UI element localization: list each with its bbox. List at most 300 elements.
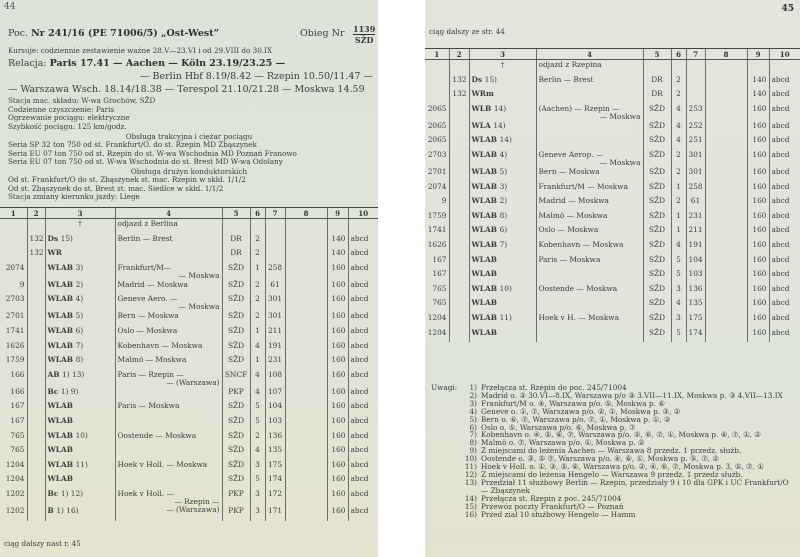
car-type-code: Ds xyxy=(471,74,483,84)
railway-owner: SŽD xyxy=(643,104,671,121)
car-number: 1204 xyxy=(427,312,447,322)
footnote-ref: 3) xyxy=(499,181,508,191)
col-7-value: 301 xyxy=(265,294,285,311)
table-row xyxy=(425,196,800,211)
train-number xyxy=(449,240,469,255)
car-number xyxy=(425,75,449,90)
col-7-value: 211 xyxy=(265,326,285,341)
car-number: 1204 xyxy=(5,474,25,484)
car-number: 2074 xyxy=(427,181,447,191)
abcd-code: abcd xyxy=(769,298,800,313)
railway-owner: PKP xyxy=(222,506,250,521)
abcd-code: abcd xyxy=(348,506,378,521)
car-type-code: WLAB xyxy=(471,135,497,145)
speed-value: 160 xyxy=(327,326,348,341)
col-7-value: 231 xyxy=(686,211,705,226)
relation-text: Frankfurt/M— xyxy=(117,262,172,272)
train-number xyxy=(27,460,45,475)
car-relation xyxy=(115,294,222,311)
car-number: 2074 xyxy=(5,262,25,272)
footnote-ref: 8) xyxy=(499,210,508,220)
col-6-value: 5 xyxy=(250,474,265,489)
speed-value: 160 xyxy=(327,431,348,446)
abcd-code: abcd xyxy=(348,445,378,460)
remark-text: Madrid o. ③ 30.VI—8.IX, Warszawa p/o ③ 3.VII—11.IX, Moskwa p. ③ 4.VII—13.IX xyxy=(481,390,783,400)
col-7-value: 191 xyxy=(686,240,705,255)
col-8-value xyxy=(705,89,747,104)
departure-note: odjazd z Rzepina xyxy=(536,60,643,75)
abcd-code: abcd xyxy=(769,135,800,150)
col-6-value: 3 xyxy=(250,489,265,506)
speed-value: 160 xyxy=(747,269,769,284)
col-6-value: 5 xyxy=(250,401,265,416)
footnote-ref: 15) xyxy=(484,74,497,84)
col-8-value xyxy=(285,445,327,460)
car-type xyxy=(469,167,536,182)
table-row xyxy=(425,284,800,299)
table-intro-row xyxy=(0,219,378,234)
table-row xyxy=(425,211,800,226)
col-6-value: 4 xyxy=(671,121,686,136)
col-8-value xyxy=(285,460,327,475)
col-6-value: 2 xyxy=(250,248,265,263)
col-7-value: 103 xyxy=(686,269,705,284)
car-relation xyxy=(115,355,222,370)
col-8-value xyxy=(285,506,327,521)
footnote-ref: 11) xyxy=(75,459,88,469)
dagger-icon: † xyxy=(45,219,115,234)
car-type-code: B xyxy=(47,505,54,515)
remark-text: Przewóz poczty Frankfurt/O — Poznań xyxy=(481,501,624,511)
footnote-ref: 14) xyxy=(493,120,506,130)
car-type xyxy=(45,341,115,356)
car-type-code: WLAB xyxy=(471,166,497,176)
footnote-ref: 1) 9) xyxy=(60,386,79,396)
remark-text: Malmö o. ⑦, Warszawa p/o. ①, Moskwa p. ② xyxy=(481,438,645,448)
car-type-code: WLAB xyxy=(471,283,497,293)
car-type xyxy=(45,474,115,489)
conductor-block: Od st. Frankfurt/O do st. Zbąszynek st. mac. Rzepin w skłd. 1/1/2 Od st. Zbąszynek do st. Brest st. mac. Siedlce w skłd. 1/1/2 Stacja zmiany kierunku jazdy: Liege xyxy=(8,175,246,202)
car-relation xyxy=(536,167,643,182)
traction-block: Seria SP 32 ton 750 od st. Frankfurt/O. do st. Rzepin MD Zbąszynek Seria EU 07 ton 750 od st. Rzepin do st. W-wa Wschodnia MD Poznań Franowo Seria EU 07 ton 750 od st. W-wa Wschodnia do st. Brest MD W-wa Odolany xyxy=(8,140,297,167)
abcd-code: abcd xyxy=(769,225,800,240)
car-type-code: WLAB xyxy=(47,430,73,440)
col-6-value: 2 xyxy=(250,294,265,311)
speed-value: 160 xyxy=(747,313,769,328)
traction-heading: Obsługa trakcyjna i ciężar pociągu xyxy=(125,132,253,141)
railway-owner: DR xyxy=(222,234,250,249)
footnote-ref: 11) xyxy=(499,312,512,322)
col-7-value: 136 xyxy=(686,284,705,299)
remark-text: Hoek v Holl. o. ①, ③, ⑤, ⑥, Warszawa p/o. ②, ④, ⑥, ⑦, Moskwa p. 3, ⑤, ⑦, ① xyxy=(481,462,764,472)
col-8-value xyxy=(285,489,327,506)
continued-from-note: ciąg dalszy ze str. 44 xyxy=(429,27,505,36)
car-type-code: Ds xyxy=(47,233,59,243)
train-number xyxy=(27,506,45,521)
table-row xyxy=(0,263,378,280)
railway-owner: SŽD xyxy=(643,255,671,270)
speed-value: 160 xyxy=(327,280,348,295)
car-relation xyxy=(536,328,643,343)
relation-text-cont: — (Warszawa) xyxy=(166,504,220,514)
col-8-value xyxy=(705,121,747,136)
car-type xyxy=(45,263,115,280)
car-type-code: WLAB xyxy=(471,254,497,264)
train-number xyxy=(449,328,469,343)
col-6-value: 2 xyxy=(671,75,686,90)
car-number: 166 xyxy=(10,386,25,396)
train-number xyxy=(449,284,469,299)
car-type-code: WLAB xyxy=(47,311,73,321)
table-row xyxy=(0,355,378,370)
col-7-value: 136 xyxy=(265,431,285,446)
col-6-value: 3 xyxy=(671,313,686,328)
table-cell xyxy=(705,60,747,75)
abcd-code: abcd xyxy=(769,104,800,121)
train-number xyxy=(449,298,469,313)
col-6-value: 2 xyxy=(250,280,265,295)
remark-text: Geneve o. ①, ⑦, Warszawa p/o. ②, ①, Moskwa p. ③, ② xyxy=(481,406,681,416)
abcd-code: abcd xyxy=(769,196,800,211)
car-relation xyxy=(536,225,643,240)
page-number: 44 xyxy=(4,2,16,12)
col-8-value xyxy=(285,341,327,356)
relation-text: Hoek v Holl. — xyxy=(117,488,174,498)
remark-number: 13) xyxy=(464,477,477,487)
car-type xyxy=(45,489,115,506)
car-type-code: WLAB xyxy=(47,401,73,411)
col-7-value: 103 xyxy=(265,416,285,431)
car-relation xyxy=(536,89,643,104)
railway-owner: SŽD xyxy=(643,284,671,299)
speed-value: 140 xyxy=(747,75,769,90)
table-row xyxy=(0,387,378,402)
table-row xyxy=(425,240,800,255)
abcd-code: abcd xyxy=(769,150,800,167)
book-spine-gap xyxy=(378,0,425,557)
car-relation xyxy=(536,255,643,270)
col-8-value xyxy=(705,328,747,343)
col-6-value: 4 xyxy=(250,370,265,387)
relation-text: Oslo — Moskwa xyxy=(538,225,599,235)
remarks-list xyxy=(425,384,795,518)
col-7-value: 175 xyxy=(686,313,705,328)
footnote-ref: 1) 16) xyxy=(56,505,79,515)
car-type xyxy=(45,431,115,446)
remark-text: Przełącza st. Rzepin do poc. 245/71004 xyxy=(481,383,627,392)
abcd-code: abcd xyxy=(769,240,800,255)
table-row xyxy=(425,269,800,284)
train-number xyxy=(449,135,469,150)
train-number xyxy=(27,280,45,295)
railway-owner: SŽD xyxy=(643,240,671,255)
col-6-value: 4 xyxy=(250,341,265,356)
table-row xyxy=(0,280,378,295)
relation-text: Hoek v H. — Moskwa xyxy=(538,312,620,322)
abcd-code: abcd xyxy=(348,401,378,416)
railway-owner: PKP xyxy=(222,489,250,506)
remark-text: Kobenhavn o. ④, ⑤, ⑥, ⑦, Warszawa p/o. ⑤, ⑥, ⑦, ①, Moskwa p. ⑥, ⑦, ①, ② xyxy=(481,430,761,440)
col-6-value: 1 xyxy=(671,211,686,226)
speed-value: 160 xyxy=(747,240,769,255)
abcd-code: abcd xyxy=(348,416,378,431)
train-number xyxy=(27,341,45,356)
train-number xyxy=(449,225,469,240)
car-relation xyxy=(115,234,222,249)
car-type xyxy=(469,196,536,211)
speed-value: 160 xyxy=(327,460,348,475)
table-row xyxy=(0,474,378,489)
col-8-value xyxy=(705,211,747,226)
continued-note: ciąg dalszy nast r. 45 xyxy=(4,539,81,548)
col-6-value: 5 xyxy=(671,269,686,284)
speed-value: 160 xyxy=(327,489,348,506)
col-7-value: 171 xyxy=(265,506,285,521)
relation-text: Malmö — Moskwa xyxy=(538,210,608,220)
footnote-ref: 5) xyxy=(499,166,508,176)
footnote-ref: 5) xyxy=(75,311,84,321)
abcd-code: abcd xyxy=(348,460,378,475)
car-relation xyxy=(536,150,643,167)
table-row xyxy=(0,506,378,521)
relation-text-cont: — Moskwa xyxy=(178,270,220,280)
car-type-code: WLAB xyxy=(47,474,73,484)
train-number xyxy=(27,489,45,506)
consist-table xyxy=(0,207,378,521)
col-6-value: 2 xyxy=(671,89,686,104)
car-number: 9 xyxy=(19,279,25,289)
car-number: 2703 xyxy=(5,294,25,304)
col-8-value xyxy=(705,298,747,313)
relation-text: Oostende — Moskwa xyxy=(117,430,197,440)
relation-text: Paris — Moskwa xyxy=(117,401,180,411)
car-type-code: WLAB xyxy=(471,269,497,279)
speed-value: 160 xyxy=(747,167,769,182)
remark-text: Z miejscami do leżenia Hengelo — Warszawa 9 przedz. 1 przedz służb. xyxy=(481,469,743,479)
col-6-value: 2 xyxy=(250,311,265,326)
speed-value: 160 xyxy=(747,255,769,270)
car-number: 1741 xyxy=(427,225,447,235)
abcd-code: abcd xyxy=(769,211,800,226)
col-6-value: 5 xyxy=(671,328,686,343)
col-8-value xyxy=(705,225,747,240)
col-8-value xyxy=(705,196,747,211)
table-cell xyxy=(222,219,250,234)
table-row xyxy=(0,416,378,431)
speed-value: 160 xyxy=(747,182,769,197)
car-number xyxy=(0,248,27,263)
relation-line-1: Relacja: Paris 17.41 — Aachen — Köln 23.19/23.25 — xyxy=(8,58,286,69)
col-8-value xyxy=(705,75,747,90)
footnote-ref: 8) xyxy=(75,355,84,365)
remark-text: Przełącza st. Rzepin z poc. 245/71004 xyxy=(481,493,622,503)
relation-text: Kobenhavn — Moskwa xyxy=(538,239,624,249)
table-row xyxy=(425,182,800,197)
speed-value: 160 xyxy=(327,445,348,460)
table-cell xyxy=(769,60,800,75)
relation-line-2: — Berlin Hbf 8.19/8.42 — Rzepin 10.50/11.47 — xyxy=(140,71,373,82)
car-type-code: WLAB xyxy=(47,279,73,289)
table-row xyxy=(0,445,378,460)
speed-value: 160 xyxy=(747,298,769,313)
car-relation xyxy=(536,75,643,90)
car-type-code: Bc xyxy=(47,488,59,498)
col-7-value: 175 xyxy=(265,460,285,475)
car-relation xyxy=(115,489,222,506)
car-type-code: WLAB xyxy=(471,239,497,249)
car-type xyxy=(45,326,115,341)
footnote-ref: 14) xyxy=(499,135,512,145)
car-number: 1759 xyxy=(5,355,25,365)
car-number: 2065 xyxy=(427,135,447,145)
col-6-value: 4 xyxy=(671,135,686,150)
train-number: 132 xyxy=(27,234,45,249)
col-7-value: 174 xyxy=(265,474,285,489)
train-number xyxy=(27,445,45,460)
car-type xyxy=(469,225,536,240)
footnote-ref: 10) xyxy=(75,430,88,440)
relation-text-cont: — Moskwa xyxy=(599,111,641,121)
car-type xyxy=(45,401,115,416)
car-relation xyxy=(115,401,222,416)
car-type xyxy=(469,284,536,299)
train-number xyxy=(27,431,45,446)
right-page-45 xyxy=(425,0,800,557)
car-number: 2065 xyxy=(427,120,447,130)
remark-text: Oostende o. ③, ⑤ ⑦, Warszawa p/o. ④, ⑥, ①, Moskwa p. ⑤, ⑦, ② xyxy=(481,454,719,464)
car-type xyxy=(469,298,536,313)
railway-owner: SŽD xyxy=(222,280,250,295)
col-8-value xyxy=(285,431,327,446)
car-type-code: WLAB xyxy=(47,459,73,469)
speed-value: 160 xyxy=(327,355,348,370)
table-intro-row xyxy=(425,60,800,75)
car-number: 2703 xyxy=(427,149,447,159)
abcd-code: abcd xyxy=(348,311,378,326)
train-number xyxy=(27,401,45,416)
railway-owner: PKP xyxy=(222,387,250,402)
relation-text: Bern — Moskwa xyxy=(117,311,179,321)
car-relation xyxy=(115,326,222,341)
car-number: 765 xyxy=(432,298,447,308)
col-8-value xyxy=(285,387,327,402)
footnote-ref: 4) xyxy=(499,149,508,159)
col-7-value: 61 xyxy=(686,196,705,211)
train-title: Poc. Nr 241/16 (PE 71006/5) „Ost-West” xyxy=(8,28,220,39)
col-7-value: 135 xyxy=(265,445,285,460)
remarks-label: Uwagi: xyxy=(431,383,458,392)
remark-number: 7) xyxy=(469,430,477,440)
relation-text: Paris — Moskwa xyxy=(538,254,601,264)
table-row xyxy=(0,401,378,416)
railway-owner: SŽD xyxy=(222,401,250,416)
relation-text: Madrid — Moskwa xyxy=(538,196,609,206)
table-row xyxy=(425,150,800,167)
car-relation xyxy=(115,506,222,521)
railway-owner: SŽD xyxy=(643,196,671,211)
car-type-code: WLAB xyxy=(47,294,73,304)
railway-owner: SŽD xyxy=(222,341,250,356)
abcd-code: abcd xyxy=(769,182,800,197)
car-type-code: WLAB xyxy=(471,327,497,337)
train-number xyxy=(449,196,469,211)
car-relation xyxy=(115,311,222,326)
train-number xyxy=(449,211,469,226)
col-6-value: 2 xyxy=(671,196,686,211)
col-7-value: 61 xyxy=(265,280,285,295)
table-row xyxy=(425,298,800,313)
col-7-value: 258 xyxy=(265,263,285,280)
car-relation xyxy=(536,298,643,313)
table-row xyxy=(0,370,378,387)
train-info-block: Stacja mac. składu: W-wa Grochów, SŽD Codzienne czyszczenie: Paris Ogrzewanie pociągu: elektryczne Szybkość pociągu: 125 km/godz. xyxy=(8,96,156,131)
speed-value: 160 xyxy=(327,263,348,280)
car-type-code: WLAB xyxy=(471,225,497,235)
car-type-code: AB xyxy=(47,369,60,379)
car-relation xyxy=(536,121,643,136)
table-header: 1 2 3 4 5 6 7 8 9 10 xyxy=(0,208,378,219)
car-type xyxy=(45,506,115,521)
col-8-value xyxy=(705,313,747,328)
car-relation xyxy=(115,416,222,431)
col-8-value xyxy=(285,234,327,249)
speed-value: 160 xyxy=(747,135,769,150)
car-type xyxy=(45,460,115,475)
col-7-value: 108 xyxy=(265,370,285,387)
col-8-value xyxy=(705,240,747,255)
railway-owner: SŽD xyxy=(643,225,671,240)
car-number: 2701 xyxy=(5,311,25,321)
railway-owner: SŽD xyxy=(222,294,250,311)
railway-owner: SŽD xyxy=(643,150,671,167)
col-7-value: 135 xyxy=(686,298,705,313)
railway-owner: SŽD xyxy=(222,263,250,280)
car-relation xyxy=(115,263,222,280)
col-6-value: 4 xyxy=(671,104,686,121)
table-cell xyxy=(449,60,469,75)
car-number: 765 xyxy=(10,430,25,440)
runs-info: Kursuje: codziennie zestawienie ważne 28.V—23.VI i od 29.VIII do 30.IX xyxy=(8,46,273,55)
train-number xyxy=(449,255,469,270)
col-6-value: 1 xyxy=(250,355,265,370)
railway-owner: SNCF xyxy=(222,370,250,387)
railway-owner: SŽD xyxy=(222,355,250,370)
col-6-value: 3 xyxy=(671,284,686,299)
train-number xyxy=(27,370,45,387)
car-relation xyxy=(536,284,643,299)
relation-text: Berlin — Brest xyxy=(117,233,173,243)
col-7-value: 211 xyxy=(686,225,705,240)
col-8-value xyxy=(705,284,747,299)
remark-number: 3) xyxy=(469,398,477,408)
relation-text-cont: — (Warszawa) xyxy=(166,377,220,387)
car-type xyxy=(469,269,536,284)
relation-text: Bern — Moskwa xyxy=(538,166,600,176)
train-number xyxy=(449,121,469,136)
footnote-ref: 14) xyxy=(493,103,507,113)
car-type-code: WLAB xyxy=(47,340,73,350)
remark-text: Frankfurt/M o. ④, Warszawa p/o. ⑤, Moskwa p. ⑥ xyxy=(481,398,665,408)
train-number xyxy=(27,474,45,489)
speed-value: 160 xyxy=(747,284,769,299)
car-type xyxy=(469,150,536,167)
col-6-value: 4 xyxy=(250,445,265,460)
car-number: 1202 xyxy=(5,505,25,515)
remark-number: 5) xyxy=(469,414,477,424)
car-type-code: WLAB xyxy=(47,445,73,455)
relation-line-3: — Warszawa Wsch. 18.14/18.38 — Terespol 21.10/21.28 — Moskwa 14.59 xyxy=(8,84,365,95)
train-number xyxy=(449,269,469,284)
